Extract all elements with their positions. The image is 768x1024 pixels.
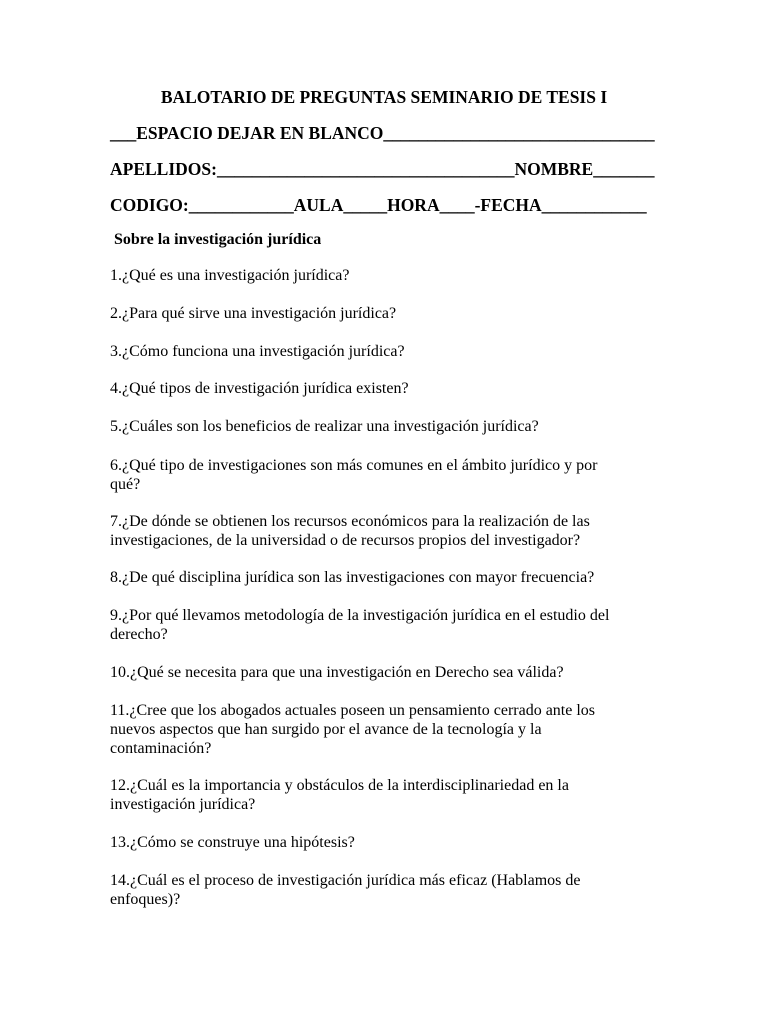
question-line: 7.¿De dónde se obtienen los recursos económicos para la realización de las bbox=[110, 513, 590, 530]
question-item bbox=[110, 266, 670, 285]
question-line: 1.¿Qué es una investigación jurídica? bbox=[110, 267, 350, 284]
question-line: 3.¿Cómo funciona una investigación jurídica? bbox=[110, 343, 405, 360]
question-item bbox=[110, 379, 670, 398]
question-item bbox=[110, 568, 670, 587]
question-line: contaminación? bbox=[110, 740, 212, 757]
question-line: 9.¿Por qué llevamos metodología de la investigación jurídica en el estudio del bbox=[110, 607, 610, 624]
question-item bbox=[110, 776, 670, 814]
question-item bbox=[110, 304, 670, 323]
question-line: 5.¿Cuáles son los beneficios de realizar una investigación jurídica? bbox=[110, 418, 539, 435]
document-title: BALOTARIO DE PREGUNTAS SEMINARIO DE TESIS I bbox=[160, 87, 608, 107]
question-line: 14.¿Cuál es el proceso de investigación jurídica más eficaz (Hablamos de bbox=[110, 872, 581, 889]
question-line: 12.¿Cuál es la importancia y obstáculos de la interdisciplinariedad en la bbox=[110, 777, 569, 794]
question-line: 11.¿Cree que los abogados actuales poseen un pensamiento cerrado ante los bbox=[110, 702, 596, 719]
question-line: nuevos aspectos que han surgido por el avance de la tecnología y la bbox=[110, 721, 542, 738]
question-line: 8.¿De qué disciplina jurídica son las investigaciones con mayor frecuencia? bbox=[110, 569, 595, 586]
question-line: 13.¿Cómo se construye una hipótesis? bbox=[110, 834, 355, 851]
question-line: derecho? bbox=[110, 626, 168, 643]
question-line: investigación jurídica? bbox=[110, 796, 256, 813]
question-item bbox=[110, 456, 670, 494]
question-line: 2.¿Para qué sirve una investigación jurídica? bbox=[110, 305, 397, 322]
question-item bbox=[110, 701, 670, 758]
question-item bbox=[110, 606, 670, 644]
question-line: enfoques)? bbox=[110, 891, 181, 908]
section-heading: Sobre la investigación jurídica bbox=[114, 231, 322, 248]
blank-space-line: ___ESPACIO DEJAR EN BLANCO_______________________________ bbox=[110, 123, 655, 143]
question-item bbox=[110, 417, 670, 436]
question-item bbox=[110, 512, 670, 550]
question-line: 4.¿Qué tipos de investigación jurídica existen? bbox=[110, 380, 409, 397]
question-item bbox=[110, 342, 670, 361]
question-line: 10.¿Qué se necesita para que una investigación en Derecho sea válida? bbox=[110, 664, 564, 681]
question-line: investigaciones, de la universidad o de recursos propios del investigador? bbox=[110, 532, 581, 549]
question-item bbox=[110, 663, 670, 682]
name-fields-line: APELLIDOS:__________________________________NOMBRE_______ bbox=[110, 159, 655, 179]
code-room-time-date-line: CODIGO:____________AULA_____HORA____-FECHA____________ bbox=[110, 195, 647, 215]
question-item bbox=[110, 833, 670, 852]
question-line: 6.¿Qué tipo de investigaciones son más comunes en el ámbito jurídico y por bbox=[110, 457, 598, 474]
question-line: qué? bbox=[110, 476, 141, 493]
question-item bbox=[110, 871, 670, 909]
